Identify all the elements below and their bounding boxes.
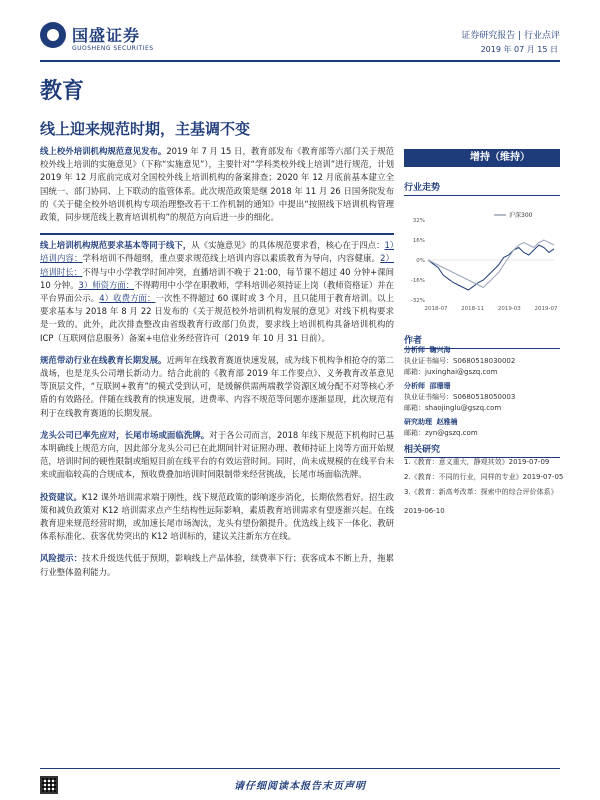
related-item-date: 2019-06-10 (404, 507, 445, 515)
point-label: 3）师资方面： (78, 279, 135, 290)
paragraph-policy (40, 145, 394, 224)
paragraph-text: 学科培训不得超纲，重点要求规范线上培训内容以素质教育为导向，内容健康。 (82, 253, 381, 264)
analyst-name: 鞠兴海 (429, 346, 451, 354)
paragraph-lead: 龙头公司已率先应对，长尾市场或面临洗牌。 (40, 429, 210, 440)
analyst-list (404, 345, 560, 442)
mail-label: 邮箱： (404, 404, 425, 412)
mail-address[interactable]: shaojinglu@gszq.com (425, 404, 502, 412)
report-type: 证券研究报告 | 行业点评 (461, 31, 560, 41)
mail-label: 邮箱： (404, 368, 425, 376)
paragraph-text: 从《实施意见》的具体规范要求看，核心在于四点： (191, 240, 385, 251)
y-tick-label: -16% (410, 278, 425, 284)
paragraph-lead: 投资建议。 (40, 491, 82, 502)
paragraph-text: 技术升级迭代低于预期，影响线上产品体验，续费率下行；获客成本不断上升，拖累行业整体盈利能力。 (40, 553, 395, 577)
related-item[interactable]: 3.《教育：新高考改革：探索中的综合评价体系》 (404, 488, 558, 496)
related-item[interactable]: 2.《教育：不同的行业，同样的专业》2019-07-05 (404, 473, 564, 481)
related-list (404, 457, 564, 521)
paragraph-text: K12 课外培训需求端于刚性，线下规范政策的影响逐步消化，长期依然看好。招生政策和减负政策对 K12 培训需求点产生结构性远际影响，素质教育培训需求有望逐渐兴起。在线教育迎来规范经营时期，或加速长尾市场淘汰，龙头有望份额提升。优选线上线下一体化、教研体系标准化、获客优势突出的 K12 培训标的，建议关注新东方在线。 (40, 491, 395, 542)
point-label: 2）培训时长： (40, 253, 395, 277)
report-date: 2019 年 07 月 15 日 (480, 45, 558, 54)
x-tick-label: 2019-03 (497, 306, 521, 312)
y-tick-label: 16% (412, 238, 425, 244)
footer-disclaimer: 请仔细阅读本报告末页声明 (234, 781, 366, 792)
paragraph-text: 不得聘用中小学在职教师，学科培训必须持证上岗（教师资格证）并在平台界面公示。 (40, 279, 394, 304)
paragraph-text: 2019 年 7 月 15 日，教育部发布《教育部等六部门关于规范校外线上培训的实施意见》（下称“实施意见”），主要针对“学科类校外线上培训”进行规范，计划 2019 年 12 月底前完成对全国校外线上培训机构的备案排查；2020 年 12 月底前基本建立全国统一、部门协同、上下联动的监管体系。此次规范政策是继 2018 年 11 月 26 日国务院发布的《关于健全校外培训机构专项治理整改若干工作机制的通知》中提出“按照线下培训机构管理政策，同步规范线上教育培训机构”的规范方向后进一步的细化。 (40, 146, 395, 223)
sector-title: 教育 (40, 79, 85, 104)
logo-mark-icon (40, 22, 66, 48)
paragraph-lead: 线上校外培训机构规范意见发布。 (40, 146, 167, 156)
paragraph-investment (40, 491, 394, 544)
trend-title: 行业走势 (404, 180, 560, 196)
cert-number: S0680518030002 (453, 357, 516, 365)
analyst-role: 研究助理 (404, 418, 432, 426)
x-tick-label: 2019-07 (534, 306, 558, 312)
paragraph-text: 对于各公司而言，2018 年线下规范下机构时已基本明确线上规范方向，因此部分龙头公司已在此期间针对证照办理、教师持证上岗等方面开始规范，培训时间的硬性限制或缩短目前在线平台的有效运营时间。同时，尚未成规模的在线平台未来或面临较高的合规成本，预收费叠加培训时间限制带来经营挑战，长尾市场面临洗牌。 (40, 429, 395, 480)
x-tick-label: 2018-11 (461, 306, 485, 312)
point-label: 4）收费方面： (99, 293, 156, 304)
analyst-item (404, 345, 560, 378)
chart-lines (428, 240, 554, 290)
chart-labels (411, 211, 558, 312)
x-tick-label: 2018-07 (424, 306, 448, 312)
cert-label: 执业证书编号： (404, 357, 453, 365)
paragraph-lead: 风险提示： (40, 553, 83, 564)
analyst-item (404, 381, 560, 414)
analyst-item (404, 417, 560, 439)
analyst-name: 邵珊珊 (429, 382, 451, 390)
related-item[interactable]: 1.《教育：意义重大，静观其效》2019-07-09 (404, 458, 550, 466)
y-tick-label: 32% (412, 218, 425, 224)
paragraph-risk (40, 552, 394, 578)
analyst-name: 赵雅楠 (436, 418, 458, 426)
y-tick-label: 0% (416, 258, 425, 264)
mail-label: 邮箱： (404, 429, 425, 437)
header-divider (40, 60, 560, 62)
paragraph-text: 不得与中小学教学时间冲突，直播培训不晚于 21:00，每节课不超过 40 分钟+课间 10 分钟。 (40, 266, 395, 290)
related-title: 相关研究 (404, 442, 560, 458)
mail-address[interactable]: juxinghai@gszq.com (425, 368, 498, 376)
analyst-role: 分析师 (404, 346, 425, 354)
series-line (428, 240, 554, 288)
paragraph-leaders (40, 429, 394, 482)
report-body (40, 145, 394, 588)
footer-divider (40, 768, 560, 769)
analyst-title: 作者 (404, 333, 560, 349)
cert-label: 执业证书编号： (404, 393, 453, 401)
paragraph-lead: 规范带动行业在线教育长期发展。 (40, 354, 167, 365)
paragraph-requirements (40, 233, 394, 345)
point-label: 1）培训内容： (40, 240, 395, 264)
series-line (428, 245, 554, 290)
analyst-role: 分析师 (404, 382, 425, 390)
y-tick-label: -32% (410, 298, 425, 304)
logo-text: 国盛证券 (72, 26, 141, 45)
logo-subtext: GUOSHENG SECURITIES (72, 45, 154, 52)
mail-address[interactable]: zyn@gszq.com (425, 429, 478, 437)
paragraph-text: 近两年在线教育赛道快速发展，成为线下机构争相抢夺的第二战场，也是龙头公司增长新动力。结合此前的《教育部 2019 年工作要点》、义务教育改革意见等顶层文件，“互联网+教育”的模式受到认可，是缓解供需两端教学资源区域分配不对等核心矛盾的有效路径。伴随在线教育的快速发展，进费率、内容不规范等问题亦逐渐显现，此次规范有利于在线教育赛道的长期发展。 (40, 354, 395, 418)
rating-badge: 增持（维持） (404, 149, 560, 167)
paragraph-text: 一次性不得超过 60 课时或 3 个月，且只能用于教育培训。以上要求基本与 2018 年 8 月 22 日发布的《关于规范校外培训机构发展的意见》对线下机构要求是一致的。此外，此次排查整改由省级教育行政部门负责，要求线上培训机构具备培训机构的 ICP（互联网信息服务）备案+电信业务经营许可（2019 年 10 月 31 日前）。 (40, 293, 395, 343)
page-title: 线上迎来规范时期，主基调不变 (40, 120, 251, 138)
legend-label: 沪深300 (509, 212, 533, 219)
company-logo (40, 20, 180, 62)
paragraph-lead: 线上培训机构规范要求基本等同于线下， (40, 240, 192, 251)
industry-trend-chart (404, 208, 560, 318)
paragraph-development (40, 354, 394, 420)
cert-number: S0680518050003 (453, 393, 516, 401)
